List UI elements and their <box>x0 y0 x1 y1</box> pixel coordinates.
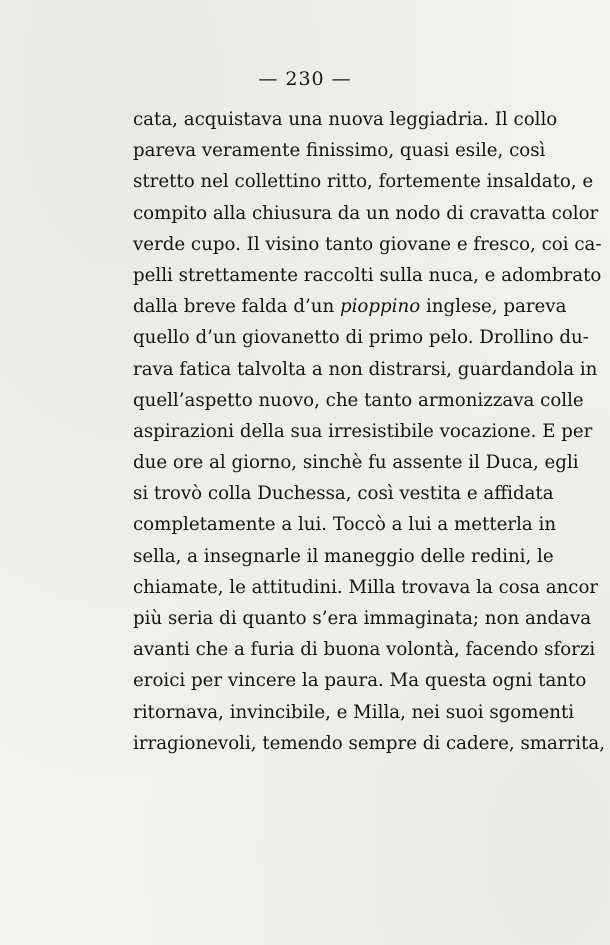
text-line: cata, acquistava una nuova leggiadria. Il collo <box>133 109 558 130</box>
text-line: quell’aspetto nuovo, che tanto armonizzava colle <box>133 389 584 411</box>
text-line: eroici per vincere la paura. Ma questa ogni tanto <box>133 670 587 692</box>
text-line: chiamate, le attitudini. Milla trovava la cosa ancor <box>133 576 599 598</box>
text-line: si trovò colla Duchessa, così vestita e affidata <box>133 483 554 505</box>
body-text <box>133 104 606 759</box>
text-segment: inglese, pareva <box>420 296 567 318</box>
text-line: irragionevoli, temendo sempre di cadere, smarrita, <box>133 732 606 754</box>
italic-word: pioppino <box>339 296 421 318</box>
text-line: sella, a insegnarle il maneggio delle redini, le <box>133 545 554 567</box>
text-line-with-italic <box>133 291 567 322</box>
text-line: quello d’un giovanetto di primo pelo. Drollino du- <box>133 327 589 349</box>
text-line: più seria di quanto s’era immaginata; non andava <box>133 608 592 629</box>
text-line: completamente a lui. Toccò a lui a metterla in <box>133 514 557 536</box>
text-line: due ore al giorno, sinchè fu assente il Duca, egli <box>133 452 579 474</box>
text-line: pelli strettamente raccolti sulla nuca, e adombrato <box>133 264 602 286</box>
text-line: stretto nel collettino ritto, fortemente insaldato, e <box>133 171 594 193</box>
text-segment: dalla breve falda d’un <box>133 296 340 318</box>
text-line: aspirazioni della sua irresistibile vocazione. E per <box>133 420 593 442</box>
text-line: rava fatica talvolta a non distrarsi, guardandola in <box>133 358 598 380</box>
text-line: verde cupo. Il visino tanto giovane e fresco, coi ca- <box>133 233 602 255</box>
text-line: pareva veramente finissimo, quasi esile, così <box>133 140 546 162</box>
text-line: avanti che a furia di buona volontà, facendo sforzi <box>133 639 596 661</box>
text-line: ritornava, invincibile, e Milla, nei suoi sgomenti <box>133 701 575 723</box>
text-line: compito alla chiusura da un nodo di cravatta color <box>133 202 599 224</box>
page-number: — 230 — <box>258 68 352 90</box>
